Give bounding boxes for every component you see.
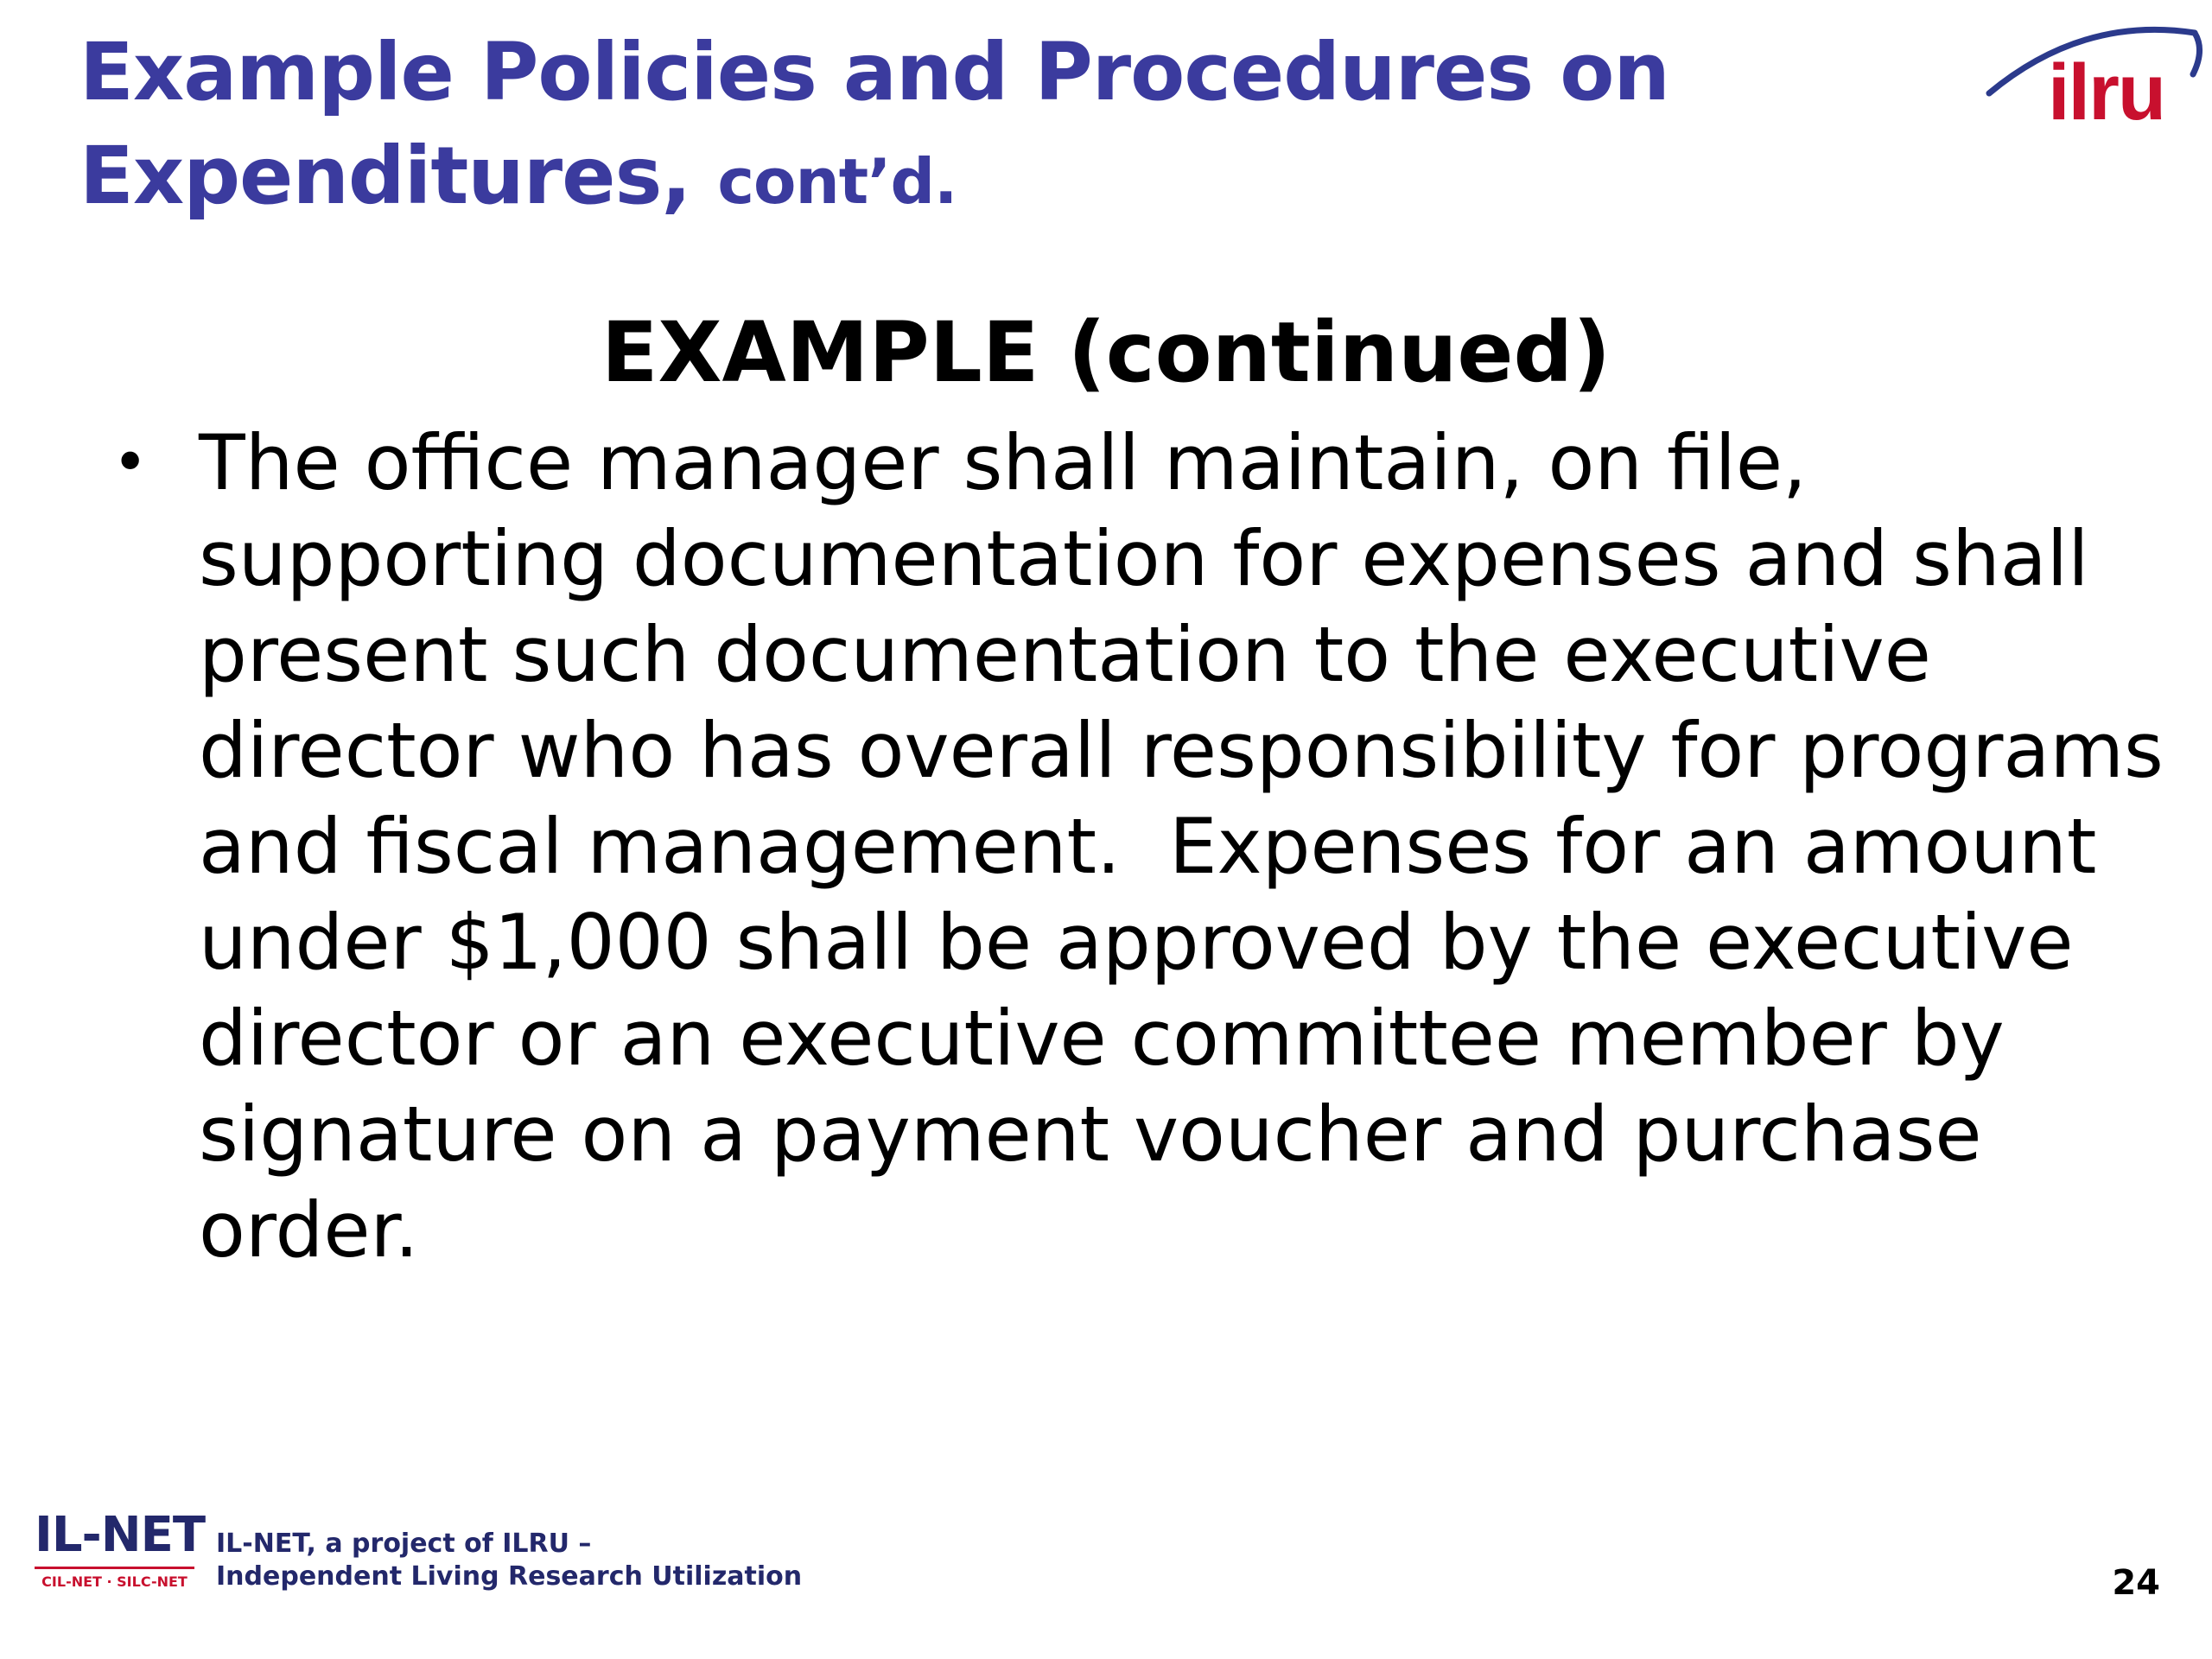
il-net-logo-subtext: CIL-NET · SILC-NET xyxy=(41,1573,188,1590)
ilru-logo-text: ilru xyxy=(2048,48,2165,137)
il-net-logo xyxy=(35,1508,207,1603)
title-line-2: Expenditures, xyxy=(79,130,691,222)
title-line-1: Example Policies and Procedures on xyxy=(79,26,1669,118)
bullet-list xyxy=(112,415,2186,1278)
slide-title xyxy=(79,21,1851,233)
il-net-logo-text: IL-NET xyxy=(35,1507,206,1563)
footer-tagline-line-2: Independent Living Research Utilization xyxy=(216,1561,803,1592)
bullet-marker: • xyxy=(112,427,149,498)
section-heading: EXAMPLE (continued) xyxy=(601,304,1611,401)
page-number: 24 xyxy=(2112,1563,2160,1603)
footer-tagline xyxy=(216,1528,802,1593)
title-continued-suffix: cont’d. xyxy=(717,145,957,218)
bullet-text: The office manager shall maintain, on file, supporting documentation for expenses and shall present such documentation to the executive director who has overall responsibility for programs and fiscal management. Expenses for an amount under $1,000 shall be approved by the executive director or an executive committee member by signature on a payment voucher and purchase order. xyxy=(199,418,2188,1274)
list-item xyxy=(112,415,2186,1278)
footer-tagline-line-1: IL-NET, a project of ILRU – xyxy=(216,1529,592,1559)
ilru-logo-arc-icon xyxy=(1979,7,2203,137)
ilru-logo xyxy=(1979,7,2203,137)
